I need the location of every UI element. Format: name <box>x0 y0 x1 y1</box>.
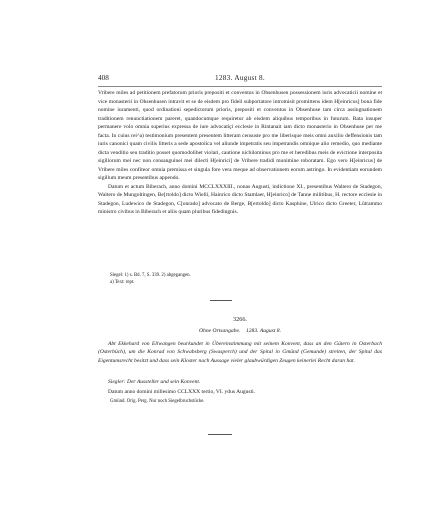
datum-line: Datum anno domini millesimo CCLXXX tertio, VI. ydus Augusti. <box>108 389 256 395</box>
end-separator <box>208 434 232 435</box>
text-note: a) Text: rept. <box>110 279 135 285</box>
document-date: 1283. August 8. <box>245 328 281 334</box>
running-header <box>98 74 382 86</box>
header-rule <box>98 86 382 87</box>
regest-text: Abt Ekkehard von Ellwangen beurkundet in Übereinstimmung mit seinem Konvent, dass an den Gütern in Osterbach (Osterbûch), um die Konrad von Schwabsberg (Swasperch) und der Spital in Gmünd (Gemunde) streiten, der Spital das Eigentumsrecht besitzt und dass sein Kloster nach Aussage vieler glaubwürdigen Zeugen keinerlei Recht daran hat. <box>98 341 382 364</box>
page-number: 408 <box>98 74 109 82</box>
footnotes <box>98 273 382 286</box>
section-separator <box>210 300 232 301</box>
place-label: Ohne Ortsangabe. <box>199 328 241 334</box>
sealer-line: Siegler: Der Aussteller und sein Konvent. <box>108 379 201 385</box>
running-head-date: 1283. August 8. <box>214 74 266 82</box>
regest <box>98 340 382 365</box>
charter-paragraph-2: Datum et actum Biberach, anno domini MCCLXXXIII., nonas Augusti, indictione XI., presentibus Waltero de Stadegon, Waltero de Mungoltingen, Be[rtoldo] dicto Wielli, Hainrico dicto Stamlaer, H[einrico] de Tanne militibus, H. rectore ecclesie in Stadegon, Ludewico de Stadegon, C[onrado] advocato de Berge, B[ertoldo] dicto Kasphine, Ulrico dicto Greeter, Lûtrammo ministro civibus in Biberach et aliis quam pluribus fidedingnis. <box>98 183 382 215</box>
seal-note: Siegel: 1) s. Bd. 7, S. 339. 2) abgegangen. <box>110 273 191 278</box>
source-note: Gmünd. Orig. Perg. Nur noch Siegelbruchstücke. <box>110 399 205 404</box>
charter-paragraph-1: Vribere miles ad petitionem prefatorum prioris prepositi et conventus in Ohsenhusen possessionem iuris advocaticii nomine et vice monasterii in Ohsenhusen intravit et se de eisdem pro fideli subportatore intromisit promittens idem H[einricus] bona fide nomine iuramenti, quod ordinationi sepedictorum prioris, prepositi et conventus in Ohsenhuse tam circa assingnationem traditionem renunctiationem pareret, quandocumque requiretur ab eisdem aliquibus temporibus in futurum. Rata insuper permanere volo omnia superius expressa de iure advocatiçi ecclesie in Rintanait iam dicto monasterio in Ohsenhuse per me facta. In cuius rei^a) testimonium presentem presentem litteram censuste pro me liberisque meis omni auxilio deffensionis tam iuris canonici quam civilis litteris a sede apostolica vel aliunde impetratis seu impetrandis omnique alio remedio, quo mediante dicta venditio seu traditio posset quomodolibet violari, cautione nichilominus pro me et heredibus meis de evictione interposita sigillorum mei nec non consanguinei mei dilecti H[einrici] de Vribere tradidi munimine roboratam. Ego vero H[einricus] de Vribere miles confiteor omnia premissa et singula fore vera meque ad observationem eorum astringo. In evidentiam eorundem sigillum meum presentibus appendo. <box>98 90 382 181</box>
document-number: 3266. <box>233 316 247 323</box>
charter-text <box>98 89 382 217</box>
place-date-line <box>98 328 382 334</box>
